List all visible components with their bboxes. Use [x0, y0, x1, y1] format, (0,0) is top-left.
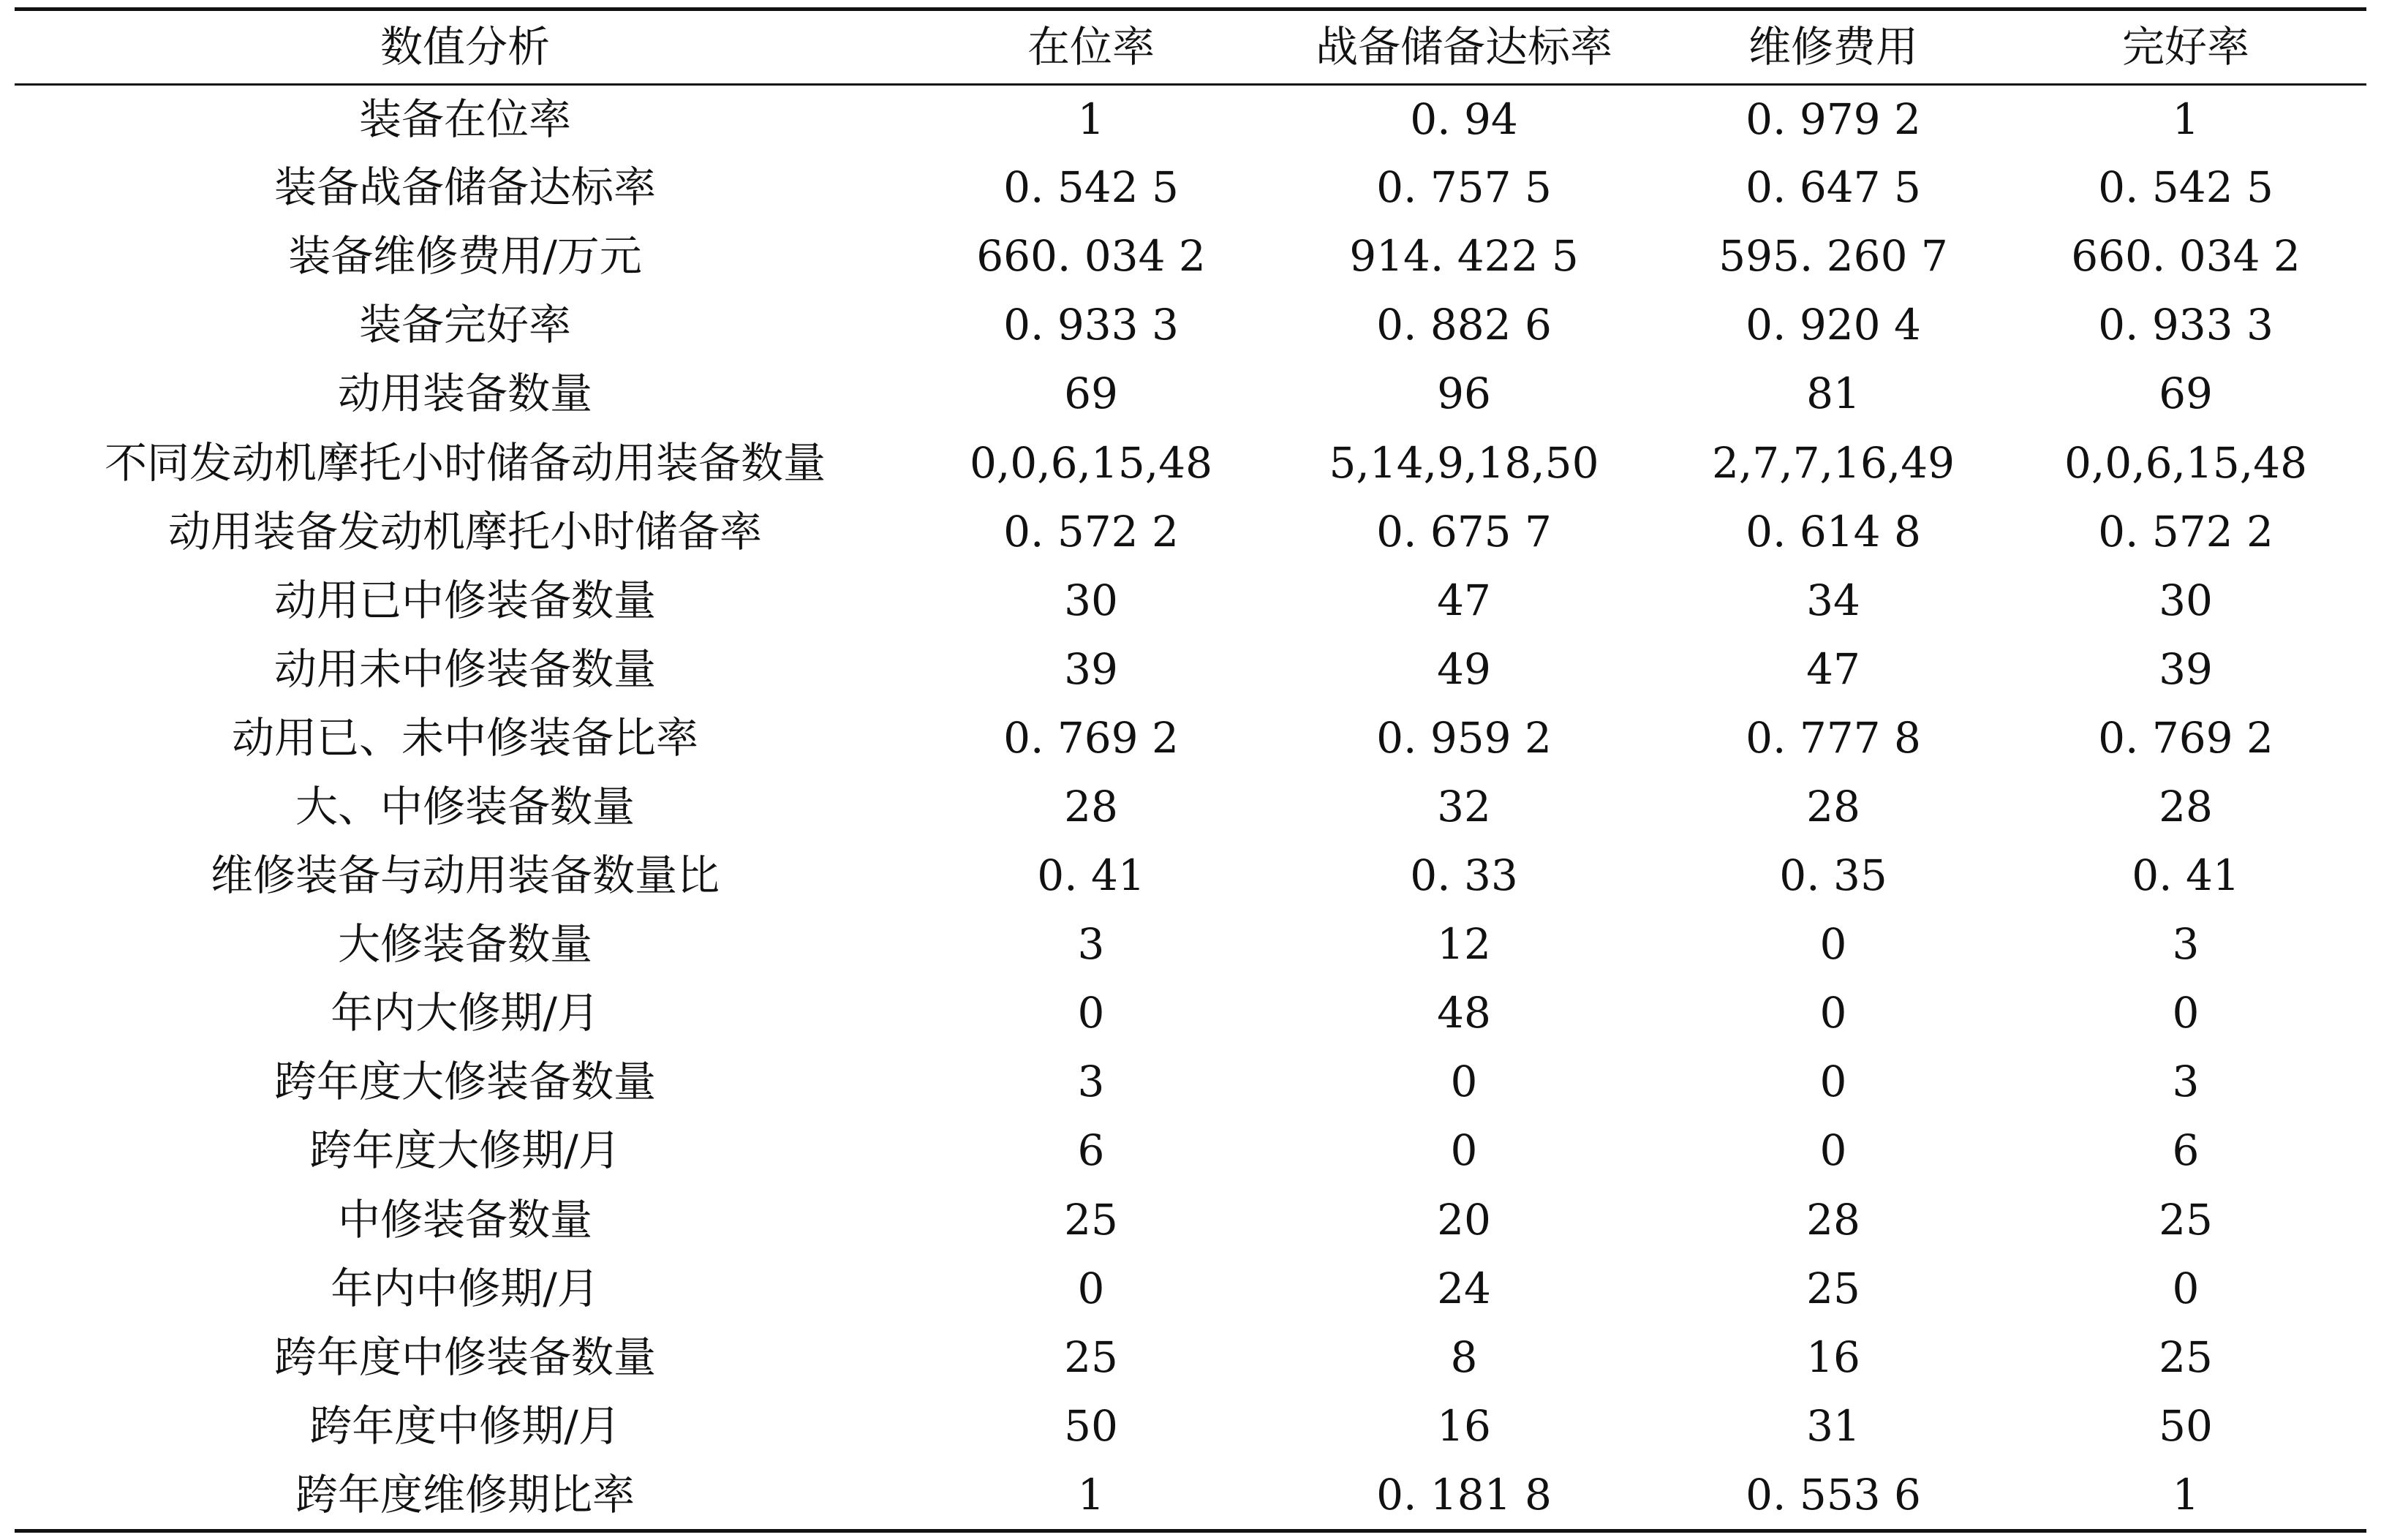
cell-value: 25 [1064, 1332, 1118, 1382]
row-label: 大修装备数量 [337, 919, 592, 970]
cell-value: 0 [1450, 1057, 1478, 1107]
cell-value: 96 [1437, 369, 1491, 419]
header-serviceable-rate: 完好率 [2005, 11, 2366, 84]
cell-value: 0. 181 8 [1376, 1469, 1552, 1520]
cell-value: 32 [1437, 781, 1491, 831]
cell-value: 50 [1064, 1400, 1118, 1451]
cell-value: 0. 553 6 [1746, 1469, 1921, 1520]
cell-value: 595. 260 7 [1718, 231, 1948, 282]
row-label: 跨年度大修期/月 [309, 1125, 621, 1176]
cell-value: 16 [1437, 1400, 1491, 1451]
table-row [15, 1185, 2366, 1254]
cell-value: 25 [2159, 1194, 2213, 1245]
cell-value: 25 [2159, 1332, 2213, 1382]
cell-value: 0. 94 [1410, 94, 1518, 144]
cell-value: 28 [2159, 781, 2213, 831]
cell-value: 6 [2172, 1125, 2200, 1176]
cell-value: 0 [1819, 1125, 1847, 1176]
cell-value: 28 [1806, 1194, 1860, 1245]
cell-value: 0. 33 [1410, 850, 1518, 901]
table-header-row [15, 11, 2366, 84]
cell-value: 30 [2159, 575, 2213, 625]
row-label: 维修装备与动用装备数量比 [210, 850, 720, 901]
header-maintenance-cost: 维修费用 [1661, 11, 2005, 84]
cell-value: 47 [1806, 643, 1860, 694]
table-row [15, 428, 2366, 497]
row-label: 动用已中修装备数量 [273, 575, 656, 625]
row-label: 动用未中修装备数量 [273, 643, 656, 694]
row-label: 装备战备储备达标率 [273, 162, 656, 213]
table-row [15, 84, 2366, 153]
table-row [15, 635, 2366, 703]
cell-value: 39 [2159, 643, 2213, 694]
table-row [15, 1323, 2366, 1392]
cell-value: 3 [2172, 919, 2200, 970]
cell-value: 0. 933 3 [2098, 300, 2274, 350]
cell-value: 47 [1437, 575, 1491, 625]
cell-value: 28 [1806, 781, 1860, 831]
cell-value: 8 [1450, 1332, 1478, 1382]
row-label: 装备在位率 [358, 94, 571, 144]
cell-value: 1 [2172, 94, 2200, 144]
table-row [15, 772, 2366, 841]
table-row [15, 910, 2366, 978]
cell-value: 48 [1437, 988, 1491, 1038]
table-row [15, 703, 2366, 772]
cell-value: 81 [1806, 369, 1860, 419]
row-label: 中修装备数量 [337, 1194, 592, 1245]
row-label: 年内中修期/月 [331, 1263, 600, 1313]
cell-value: 34 [1806, 575, 1860, 625]
cell-value: 3 [1077, 919, 1105, 970]
cell-value: 0. 41 [2132, 850, 2240, 901]
cell-value: 0 [1819, 919, 1847, 970]
cell-value: 0 [1077, 1263, 1105, 1313]
cell-value: 0. 959 2 [1376, 712, 1552, 763]
cell-value: 914. 422 5 [1349, 231, 1579, 282]
table-row [15, 978, 2366, 1047]
cell-value: 69 [1064, 369, 1118, 419]
cell-value: 1 [2172, 1469, 2200, 1520]
row-label: 年内大修期/月 [331, 988, 600, 1038]
cell-value: 31 [1806, 1400, 1860, 1451]
cell-value: 30 [1064, 575, 1118, 625]
cell-value: 2,7,7,16,49 [1711, 437, 1955, 488]
cell-value: 0. 769 2 [1003, 712, 1179, 763]
table-row [15, 359, 2366, 428]
row-label: 跨年度中修期/月 [309, 1400, 621, 1451]
header-in-position-rate: 在位率 [916, 11, 1267, 84]
table-row [15, 1254, 2366, 1323]
cell-value: 660. 034 2 [2071, 231, 2301, 282]
cell-value: 0,0,6,15,48 [969, 437, 1213, 488]
table-row [15, 497, 2366, 566]
row-label: 装备维修费用/万元 [288, 231, 642, 282]
cell-value: 6 [1077, 1125, 1105, 1176]
cell-value: 3 [2172, 1057, 2200, 1107]
row-label: 跨年度维修期比率 [295, 1469, 635, 1520]
cell-value: 0 [1077, 988, 1105, 1038]
table-row [15, 153, 2366, 222]
cell-value: 0. 41 [1037, 850, 1145, 901]
cell-value: 0. 675 7 [1376, 506, 1552, 556]
cell-value: 0 [2172, 988, 2200, 1038]
cell-value: 0. 614 8 [1746, 506, 1921, 556]
cell-value: 0. 647 5 [1746, 162, 1921, 213]
cell-value: 0 [1819, 1057, 1847, 1107]
cell-value: 0. 769 2 [2098, 712, 2274, 763]
cell-value: 0 [1450, 1125, 1478, 1176]
cell-value: 49 [1437, 643, 1491, 694]
table-row [15, 290, 2366, 359]
row-label: 跨年度中修装备数量 [273, 1332, 656, 1382]
cell-value: 24 [1437, 1263, 1491, 1313]
row-label: 跨年度大修装备数量 [273, 1057, 656, 1107]
cell-value: 0. 933 3 [1003, 300, 1179, 350]
table-row [15, 222, 2366, 290]
cell-value: 16 [1806, 1332, 1860, 1382]
cell-value: 0. 979 2 [1746, 94, 1921, 144]
cell-value: 20 [1437, 1194, 1491, 1245]
cell-value: 0 [1819, 988, 1847, 1038]
cell-value: 0. 920 4 [1746, 300, 1921, 350]
cell-value: 50 [2159, 1400, 2213, 1451]
analysis-table [15, 11, 2366, 1529]
table-row [15, 1460, 2366, 1529]
cell-value: 3 [1077, 1057, 1105, 1107]
table-row [15, 1392, 2366, 1460]
data-table-container [15, 7, 2366, 1533]
cell-value: 1 [1077, 1469, 1105, 1520]
cell-value: 5,14,9,18,50 [1329, 437, 1599, 488]
cell-value: 0. 882 6 [1376, 300, 1552, 350]
cell-value: 0. 542 5 [1003, 162, 1179, 213]
cell-value: 25 [1806, 1263, 1860, 1313]
row-label: 不同发动机摩托小时储备动用装备数量 [104, 437, 826, 488]
cell-value: 0. 572 2 [1003, 506, 1179, 556]
cell-value: 69 [2159, 369, 2213, 419]
cell-value: 0. 777 8 [1746, 712, 1921, 763]
cell-value: 0 [2172, 1263, 2200, 1313]
table-row [15, 1116, 2366, 1185]
cell-value: 28 [1064, 781, 1118, 831]
row-label: 大、中修装备数量 [295, 781, 635, 831]
cell-value: 0. 542 5 [2098, 162, 2274, 213]
cell-value: 25 [1064, 1194, 1118, 1245]
table-row [15, 566, 2366, 635]
header-metric: 数值分析 [15, 11, 916, 84]
cell-value: 660. 034 2 [976, 231, 1206, 282]
cell-value: 1 [1077, 94, 1105, 144]
table-row [15, 841, 2366, 910]
cell-value: 0,0,6,15,48 [2064, 437, 2308, 488]
cell-value: 39 [1064, 643, 1118, 694]
row-label: 装备完好率 [358, 300, 571, 350]
header-readiness-reserve-rate: 战备储备达标率 [1267, 11, 1661, 84]
cell-value: 12 [1437, 919, 1491, 970]
row-label: 动用已、未中修装备比率 [231, 712, 698, 763]
cell-value: 0. 35 [1779, 850, 1887, 901]
row-label: 动用装备发动机摩托小时储备率 [167, 506, 762, 556]
cell-value: 0. 757 5 [1376, 162, 1552, 213]
table-row [15, 1047, 2366, 1116]
row-label: 动用装备数量 [337, 369, 592, 419]
cell-value: 0. 572 2 [2098, 506, 2274, 556]
